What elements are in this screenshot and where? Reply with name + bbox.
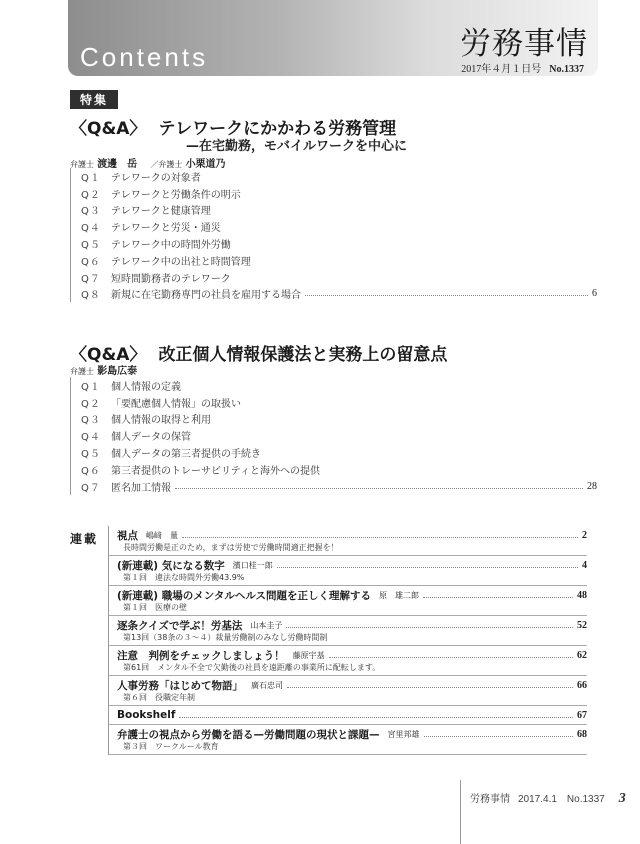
feature-article-1-subtitle: —在宅勤務，モバイルワークを中心に bbox=[186, 139, 408, 154]
page-number: 6 bbox=[592, 288, 597, 300]
serial-item[interactable]: Bookshelf 67 bbox=[109, 706, 587, 725]
issue-info bbox=[461, 60, 584, 75]
feature-article-2-authors bbox=[70, 362, 147, 377]
footer-date: 2017.4.1 No.1337 bbox=[518, 794, 605, 805]
question-row[interactable]: Q７ 短時間勤務者のテレワーク bbox=[81, 273, 231, 285]
question-row[interactable]: Q５ テレワーク中の時間外労働 bbox=[81, 240, 231, 252]
question-row[interactable]: Q２ テレワークと労働条件の明示 bbox=[81, 189, 241, 201]
serial-item[interactable]: (新連載) 気になる数字 濱口桂一郎 4 第１回 違法な時間外労働43.9% bbox=[109, 556, 587, 586]
dot-leader bbox=[175, 488, 583, 489]
question-row[interactable]: Q６ 第三者提供のトレーサビリティと海外への提供 bbox=[81, 465, 320, 477]
qa-mark: 〈Q&A〉 bbox=[70, 345, 147, 365]
serial-item[interactable]: 人事労務「はじめて物語」 廣石忠司 66 第６回 役職定年制 bbox=[109, 676, 587, 706]
feature-tag: 特集 bbox=[70, 90, 118, 109]
question-row[interactable]: Q７ 匿名加工情報 28 bbox=[81, 480, 597, 494]
serial-list bbox=[108, 526, 587, 755]
issue-number: No.1337 bbox=[549, 64, 584, 75]
dot-leader bbox=[179, 717, 573, 718]
serial-item[interactable]: 注意 判例をチェックしましょう！ 藤原宇基 62 第61回 メンタル不全で欠勤後の社員を遠距離の事業所に配転します。 bbox=[109, 646, 587, 676]
dot-leader bbox=[287, 687, 573, 688]
dot-leader bbox=[182, 537, 578, 538]
contents-heading: Contents bbox=[80, 42, 209, 72]
dot-leader bbox=[424, 736, 574, 737]
question-row[interactable]: Q８ 新規に在宅勤務専門の社員を雇用する場合 6 bbox=[81, 288, 597, 302]
question-row[interactable]: Q４ 個人データの保管 bbox=[81, 432, 191, 444]
question-row[interactable]: Q１ 個人情報の定義 bbox=[81, 381, 181, 393]
page-number: 28 bbox=[587, 480, 597, 492]
serial-tag: 連載 bbox=[70, 532, 99, 546]
author-name: 影島広泰 bbox=[97, 366, 138, 377]
page-footer bbox=[470, 790, 626, 807]
question-row[interactable]: Q３ テレワークと健康管理 bbox=[81, 206, 211, 218]
serial-item[interactable]: 弁護士の視点から労働を語る—労働問題の現状と課題— 宮里邦雄 68 第３回 ワークルール教育 bbox=[109, 725, 587, 755]
dot-leader bbox=[286, 627, 573, 628]
author-role: 弁護士 bbox=[70, 160, 94, 169]
question-row[interactable]: Q４ テレワークと労災・通災 bbox=[81, 223, 221, 235]
question-list-2 bbox=[70, 377, 597, 495]
question-list-1 bbox=[70, 168, 597, 302]
dot-leader bbox=[329, 657, 573, 658]
serial-item[interactable]: (新連載) 職場のメンタルヘルス問題を正しく理解する 原 雄二郎 48 第１回 医療の壁 bbox=[109, 586, 587, 616]
serial-item[interactable]: 逐条クイズで学ぶ！労基法 山本圭子 52 第13回（38条の３～４）裁量労働制のみなし労働時間制 bbox=[109, 616, 587, 646]
dot-leader bbox=[277, 567, 578, 568]
qa-mark: 〈Q&A〉 bbox=[70, 119, 147, 139]
footer-divider bbox=[460, 780, 461, 844]
author-role: ／弁護士 bbox=[150, 160, 183, 169]
footer-page-number: 3 bbox=[618, 791, 626, 806]
dot-leader bbox=[423, 597, 573, 598]
author-role: 弁護士 bbox=[70, 367, 94, 376]
question-row[interactable]: Q２ 「要配慮個人情報」の取扱い bbox=[81, 398, 241, 410]
author-name: 渡邊 岳 bbox=[97, 159, 138, 170]
footer-magazine: 労務事情 bbox=[470, 794, 510, 805]
question-row[interactable]: Q３ 個人情報の取得と利用 bbox=[81, 415, 211, 427]
magazine-title: 労務事情 bbox=[460, 26, 588, 62]
serial-item[interactable]: 視点 嶋﨑 量 2 長時間労働是正のため，まずは労使で労働時間適正把握を！ bbox=[109, 526, 587, 556]
question-row[interactable]: Q６ テレワーク中の出社と時間管理 bbox=[81, 256, 251, 268]
question-row[interactable]: Q５ 個人データの第三者提供の手続き bbox=[81, 449, 261, 461]
issue-date: 2017年４月１日号 bbox=[461, 64, 542, 75]
article-title: 改正個人情報保護法と実務上の留意点 bbox=[158, 345, 448, 365]
dot-leader bbox=[305, 295, 588, 296]
article-title: テレワークにかかわる労務管理 bbox=[158, 119, 397, 139]
author-name: 小栗道乃 bbox=[185, 159, 226, 170]
question-row[interactable]: Q１ テレワークの対象者 bbox=[81, 172, 201, 184]
